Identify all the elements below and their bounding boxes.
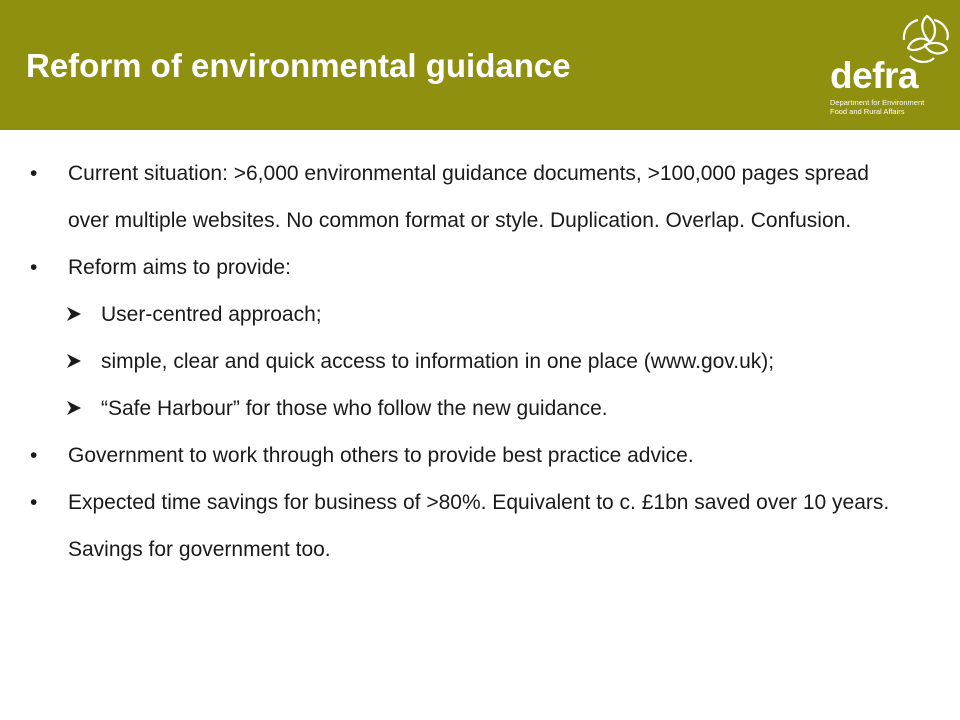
bullet-text: Expected time savings for business of >80%. Equivalent to c. £1bn saved over 10 years. Savings for government too. xyxy=(68,491,890,561)
header-band xyxy=(0,0,960,130)
arrowhead-icon xyxy=(66,306,82,322)
defra-logo xyxy=(828,12,954,118)
sub-bullet-user-centred xyxy=(0,291,898,338)
logo-subtitle xyxy=(830,98,954,116)
bullet-reform-aims xyxy=(0,244,898,291)
bullet-expected-savings xyxy=(0,479,898,573)
bullet-current-situation xyxy=(0,150,898,244)
sub-bullet-safe-harbour xyxy=(0,385,898,432)
bullet-dot: • xyxy=(30,162,38,185)
logo-subtitle-line2: Food and Rural Affairs xyxy=(830,107,905,116)
sub-bullet-simple-access xyxy=(0,338,898,385)
slide-body xyxy=(0,150,960,573)
logo-wordmark: defra xyxy=(830,55,918,96)
slide-title: Reform of environmental guidance xyxy=(26,47,571,84)
bullet-dot: • xyxy=(30,256,38,279)
bullet-text: Current situation: >6,000 environmental guidance documents, >100,000 pages spread over multiple websites. No common format or style. Duplication. Overlap. Confusion. xyxy=(68,162,869,232)
bullet-text: Government to work through others to provide best practice advice. xyxy=(68,444,694,467)
sub-bullet-text: User-centred approach; xyxy=(101,303,322,326)
bullet-dot: • xyxy=(30,491,38,514)
sub-bullet-text: simple, clear and quick access to information in one place (www.gov.uk); xyxy=(101,350,775,373)
arrowhead-icon xyxy=(66,400,82,416)
logo-subtitle-line1: Department for Environment xyxy=(830,98,925,107)
bullet-government-work xyxy=(0,432,898,479)
sub-bullet-text: “Safe Harbour” for those who follow the new guidance. xyxy=(101,397,608,420)
bullet-dot: • xyxy=(30,444,38,467)
arrowhead-icon xyxy=(66,353,82,369)
bullet-text: Reform aims to provide: xyxy=(68,256,291,279)
